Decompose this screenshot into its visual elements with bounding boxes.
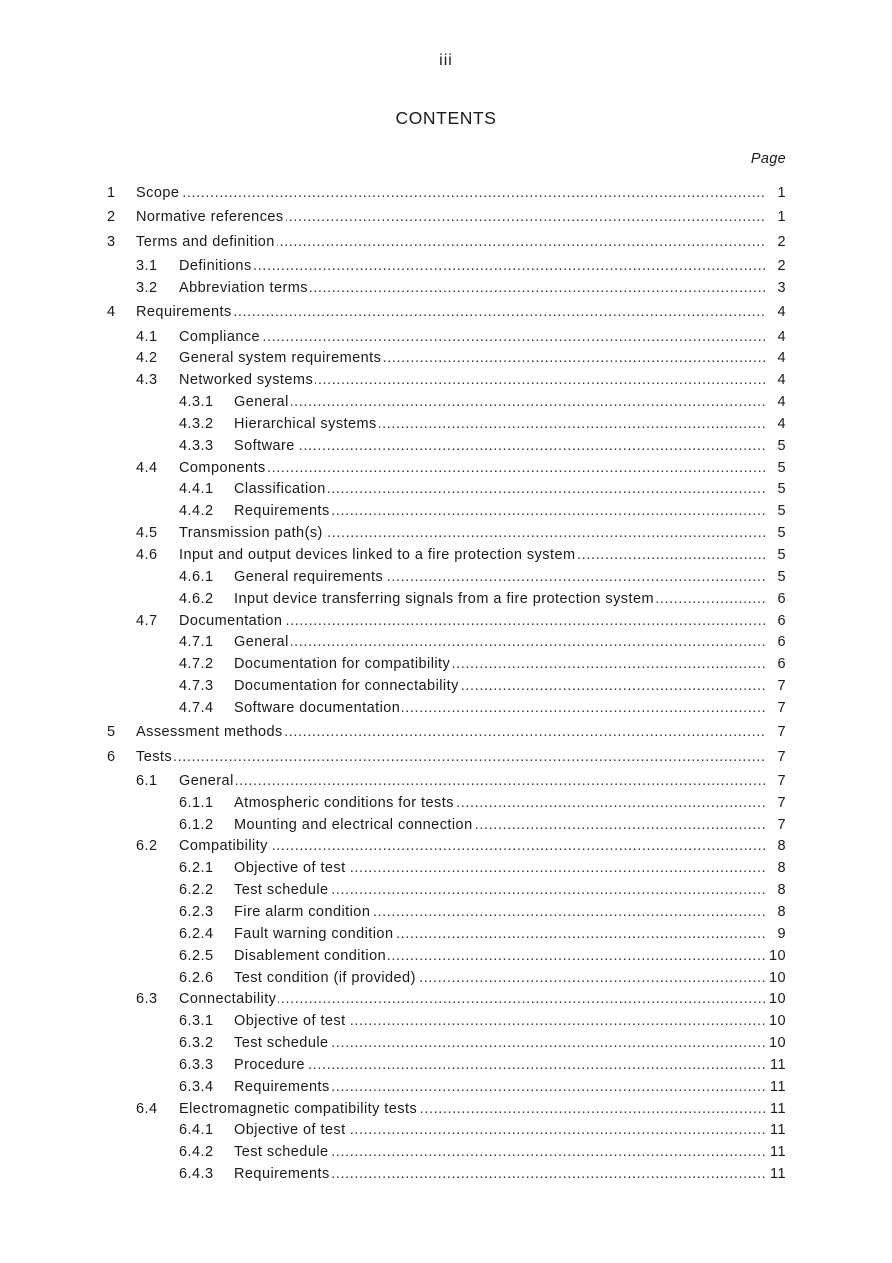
toc-entry-label-container <box>234 902 782 924</box>
toc-entry-number: 4.2 <box>136 350 158 367</box>
toc-entry-page: 11 <box>765 1142 786 1164</box>
toc-entry-number: 6.2.5 <box>179 947 214 964</box>
toc-entry-label-container <box>136 747 782 769</box>
toc-entry-number: 6.2.1 <box>179 860 214 877</box>
toc-entry-label: Procedure <box>234 1056 305 1073</box>
toc-entry[interactable] <box>0 946 892 968</box>
toc-entry-label-container <box>179 256 782 278</box>
toc-entry-label: Test schedule <box>234 1035 329 1052</box>
toc-entry-label-container <box>234 567 782 589</box>
toc-entry-label: Scope <box>136 185 180 201</box>
toc-entry[interactable] <box>0 924 892 946</box>
toc-entry-page: 11 <box>765 1055 786 1077</box>
toc-entry-number: 2 <box>107 209 116 226</box>
toc-entry[interactable] <box>0 654 892 676</box>
toc-entry[interactable] <box>0 256 892 278</box>
toc-entry-number: 6.1.2 <box>179 816 214 833</box>
toc-entry-label: Test schedule <box>234 1144 329 1161</box>
toc-entry-number: 5 <box>107 724 116 741</box>
toc-entry-label: General <box>179 772 234 789</box>
toc-entry-label: Terms and definition <box>136 233 275 250</box>
toc-entry-label: Compatibility <box>179 838 268 855</box>
toc-entry-number: 6.3.4 <box>179 1078 214 1095</box>
toc-entry-page: 5 <box>765 523 786 545</box>
toc-entry-page: 7 <box>765 698 786 720</box>
toc-entry-number: 6.4.2 <box>179 1144 214 1161</box>
toc-entry-number: 4.7 <box>136 612 158 629</box>
toc-entry-page: 7 <box>765 771 786 793</box>
toc-entry-number: 3.1 <box>136 258 158 275</box>
toc-entry-number: 4.7.2 <box>179 656 214 673</box>
toc-entry-label-container <box>234 1033 782 1055</box>
toc-entry-label: Input and output devices linked to a fire protection system <box>179 547 576 563</box>
toc-entry-label: Hierarchical systems <box>234 415 377 432</box>
toc-entry[interactable] <box>0 567 892 589</box>
toc-entry-number: 6.2.6 <box>179 969 214 986</box>
toc-entry[interactable] <box>0 1142 892 1164</box>
toc-entry-page: 5 <box>765 501 786 523</box>
toc-entry[interactable] <box>0 836 892 858</box>
toc-entry[interactable] <box>0 858 892 880</box>
toc-entry[interactable] <box>0 698 892 720</box>
toc-entry-page: 5 <box>765 567 786 589</box>
toc-entry-label: Fire alarm condition <box>234 904 371 920</box>
toc-entry[interactable] <box>0 747 892 769</box>
toc-entry-label-container <box>234 479 782 501</box>
toc-entry[interactable] <box>0 183 892 205</box>
toc-entry-number: 6.4 <box>136 1100 158 1117</box>
toc-entry-label: Assessment methods <box>136 724 283 741</box>
toc-entry-label-container <box>234 1120 782 1142</box>
toc-entry[interactable] <box>0 632 892 654</box>
toc-entry-number: 4.3.1 <box>179 394 214 411</box>
toc-entry-page: 4 <box>765 302 786 324</box>
toc-entry-label-container <box>234 815 782 837</box>
toc-entry-label: Mounting and electrical connection <box>234 816 473 833</box>
toc-entry-label: Disablement condition <box>234 947 387 964</box>
toc-entry[interactable] <box>0 392 892 414</box>
toc-entry-label-container <box>234 1011 782 1033</box>
toc-entry-page: 10 <box>765 946 786 968</box>
toc-entry-page: 5 <box>765 479 786 501</box>
toc-entry-label-container <box>179 611 782 633</box>
toc-entry[interactable] <box>0 880 892 902</box>
toc-entry-label-container <box>179 771 782 793</box>
toc-entry-label-container <box>234 632 782 654</box>
toc-entry[interactable] <box>0 611 892 633</box>
toc-entry-number: 6.3.1 <box>179 1013 214 1030</box>
toc-entry-label-container <box>179 836 782 858</box>
toc-entry-label: Classification <box>234 481 326 498</box>
toc-entry-label: Abbreviation terms <box>179 279 308 296</box>
toc-entry[interactable] <box>0 327 892 349</box>
toc-entry[interactable] <box>0 676 892 698</box>
toc-entry[interactable] <box>0 545 892 567</box>
toc-entry-label-container <box>136 183 782 205</box>
toc-entry-page: 8 <box>765 902 786 924</box>
toc-entry-page: 8 <box>765 836 786 858</box>
toc-entry-number: 4.1 <box>136 328 158 345</box>
toc-entry[interactable] <box>0 989 892 1011</box>
toc-entry-number: 6.4.1 <box>179 1122 214 1139</box>
toc-entry[interactable] <box>0 815 892 837</box>
toc-entry-page: 4 <box>765 392 786 414</box>
table-of-contents <box>0 183 892 1186</box>
toc-entry-page: 4 <box>765 327 786 349</box>
toc-entry-page: 4 <box>765 414 786 436</box>
toc-entry[interactable] <box>0 589 892 611</box>
toc-entry-number: 4.5 <box>136 525 158 542</box>
toc-entry-number: 4 <box>107 304 116 321</box>
toc-entry-label: Software documentation <box>234 699 401 716</box>
toc-entry-label: Definitions <box>179 258 252 275</box>
toc-entry-label: Networked systems <box>179 372 314 389</box>
toc-entry-page: 6 <box>765 611 786 633</box>
toc-entry-label: Normative references <box>136 209 284 226</box>
toc-entry-number: 4.7.3 <box>179 678 214 695</box>
toc-entry-page: 2 <box>765 232 786 254</box>
toc-entry-label-container <box>234 793 782 815</box>
toc-entry-page: 9 <box>765 924 786 946</box>
toc-entry-label: General <box>234 634 289 651</box>
toc-entry-label-container <box>179 278 782 300</box>
toc-entry-label-container <box>179 458 782 480</box>
toc-entry-label: Objective of test <box>234 1122 346 1139</box>
toc-entry-page: 5 <box>765 545 786 567</box>
toc-entry-label: Documentation <box>179 612 283 629</box>
toc-entry-number: 3 <box>107 233 116 250</box>
toc-entry-label-container <box>234 946 782 968</box>
toc-entry-page: 11 <box>765 1164 786 1186</box>
toc-entry[interactable] <box>0 302 892 324</box>
toc-entry-page: 11 <box>765 1099 786 1121</box>
toc-entry-label-container <box>234 1077 782 1099</box>
toc-entry[interactable] <box>0 968 892 990</box>
toc-entry[interactable] <box>0 1120 892 1142</box>
toc-entry-page: 11 <box>765 1120 786 1142</box>
toc-entry-label: Objective of test <box>234 860 346 877</box>
toc-entry-number: 6.2.2 <box>179 882 214 899</box>
toc-entry-label-container <box>234 501 782 523</box>
toc-entry-label: Tests <box>136 748 173 765</box>
toc-entry-page: 6 <box>765 589 786 611</box>
toc-entry-number: 4.4 <box>136 459 158 476</box>
toc-entry-number: 4.7.1 <box>179 634 214 651</box>
toc-entry-label: Atmospheric conditions for tests <box>234 794 454 811</box>
toc-entry-number: 6.3 <box>136 991 158 1008</box>
toc-entry-label: Components <box>179 459 266 476</box>
toc-entry-label: Software <box>234 437 295 454</box>
toc-entry[interactable] <box>0 207 892 229</box>
toc-entry[interactable] <box>0 1055 892 1077</box>
toc-entry-number: 4.3 <box>136 372 158 389</box>
toc-entry-number: 6.3.2 <box>179 1035 214 1052</box>
toc-entry-number: 6.1.1 <box>179 794 214 811</box>
toc-entry[interactable] <box>0 458 892 480</box>
toc-entry-label: Compliance <box>179 328 261 345</box>
toc-entry-label: Documentation for compatibility <box>234 656 451 673</box>
toc-entry-label-container <box>136 722 782 744</box>
toc-entry-label: Test schedule <box>234 882 329 899</box>
toc-entry-page: 10 <box>765 989 786 1011</box>
toc-entry-number: 6.2.3 <box>179 904 214 920</box>
toc-entry-page: 7 <box>765 722 786 744</box>
toc-entry-label-container <box>234 1055 782 1077</box>
toc-entry-page: 5 <box>765 436 786 458</box>
toc-entry-page: 7 <box>765 793 786 815</box>
toc-entry-label: Fault warning condition <box>234 925 394 942</box>
toc-entry-label-container <box>179 1099 782 1121</box>
toc-entry-page: 6 <box>765 632 786 654</box>
toc-entry-label-container <box>179 545 782 567</box>
page-number: iii <box>439 52 453 69</box>
toc-entry-label-container <box>234 676 782 698</box>
toc-entry[interactable] <box>0 523 892 545</box>
toc-entry-label-container <box>234 1164 782 1186</box>
toc-entry-label-container <box>234 589 782 611</box>
toc-entry-number: 1 <box>107 185 116 201</box>
toc-entry-label: General <box>234 394 289 411</box>
toc-entry[interactable] <box>0 722 892 744</box>
toc-entry[interactable] <box>0 370 892 392</box>
toc-entry-number: 4.4.1 <box>179 481 214 498</box>
toc-entry-page: 10 <box>765 1033 786 1055</box>
toc-entry-label: General requirements <box>234 568 384 585</box>
toc-entry-number: 4.3.3 <box>179 437 214 454</box>
toc-entry[interactable] <box>0 232 892 254</box>
toc-entry[interactable] <box>0 771 892 793</box>
page-column-label: Page <box>750 151 786 167</box>
toc-entry-label-container <box>234 880 782 902</box>
toc-entry-number: 6.2 <box>136 838 158 855</box>
toc-entry-label: General system requirements <box>179 350 382 367</box>
toc-entry-number: 6.3.3 <box>179 1056 214 1073</box>
toc-entry-label-container <box>234 968 782 990</box>
toc-entry[interactable] <box>0 1077 892 1099</box>
toc-entry-page: 10 <box>765 1011 786 1033</box>
toc-entry-number: 4.7.4 <box>179 699 214 716</box>
toc-entry[interactable] <box>0 1033 892 1055</box>
toc-entry[interactable] <box>0 479 892 501</box>
toc-entry-label-container <box>136 232 782 254</box>
toc-entry-page: 5 <box>765 458 786 480</box>
toc-entry-label: Requirements <box>136 304 232 321</box>
toc-entry[interactable] <box>0 348 892 370</box>
toc-entry-label-container <box>136 207 782 229</box>
toc-entry-number: 6 <box>107 748 116 765</box>
toc-entry-page: 1 <box>765 207 786 229</box>
toc-entry-number: 4.6 <box>136 547 158 563</box>
toc-entry[interactable] <box>0 1011 892 1033</box>
toc-entry-number: 4.6.1 <box>179 568 214 585</box>
toc-entry-label: Requirements <box>234 503 330 520</box>
toc-entry-page: 8 <box>765 858 786 880</box>
toc-entry-label-container <box>179 989 782 1011</box>
toc-entry[interactable] <box>0 1099 892 1121</box>
toc-entry-label-container <box>234 1142 782 1164</box>
toc-entry[interactable] <box>0 501 892 523</box>
toc-entry-label-container <box>234 414 782 436</box>
toc-entry-label-container <box>179 523 782 545</box>
toc-entry-page: 8 <box>765 880 786 902</box>
toc-entry-label: Test condition (if provided) <box>234 969 416 986</box>
toc-entry-label: Connectability <box>179 991 277 1008</box>
toc-entry[interactable] <box>0 278 892 300</box>
toc-entry-label: Transmission path(s) <box>179 525 323 542</box>
toc-entry-label: Input device transferring signals from a fire protection system <box>234 590 655 607</box>
toc-entry-label: Documentation for connectability <box>234 678 459 695</box>
toc-entry-page: 10 <box>765 968 786 990</box>
toc-entry-label-container <box>234 858 782 880</box>
toc-entry-page: 7 <box>765 747 786 769</box>
toc-entry-page: 1 <box>765 183 786 205</box>
contents-title: CONTENTS <box>395 108 497 128</box>
toc-entry-label: Requirements <box>234 1166 330 1183</box>
toc-entry-label-container <box>179 348 782 370</box>
toc-entry-label: Objective of test <box>234 1013 346 1030</box>
toc-entry-label-container <box>234 654 782 676</box>
toc-entry[interactable] <box>0 793 892 815</box>
toc-entry-number: 3.2 <box>136 279 158 296</box>
toc-entry[interactable] <box>0 414 892 436</box>
toc-entry-number: 4.3.2 <box>179 415 214 432</box>
toc-entry-label-container <box>234 924 782 946</box>
toc-entry-label: Electromagnetic compatibility tests <box>179 1100 418 1117</box>
toc-entry[interactable] <box>0 436 892 458</box>
toc-entry-label-container <box>234 436 782 458</box>
toc-entry-label-container <box>179 327 782 349</box>
toc-entry[interactable] <box>0 902 892 924</box>
toc-entry-number: 4.4.2 <box>179 503 214 520</box>
toc-entry-number: 6.1 <box>136 772 158 789</box>
toc-entry-label-container <box>179 370 782 392</box>
toc-entry-page: 7 <box>765 676 786 698</box>
toc-entry-page: 2 <box>765 256 786 278</box>
toc-entry-page: 3 <box>765 278 786 300</box>
toc-entry-page: 4 <box>765 370 786 392</box>
toc-entry-page: 6 <box>765 654 786 676</box>
toc-entry-page: 4 <box>765 348 786 370</box>
toc-entry-number: 6.2.4 <box>179 925 214 942</box>
toc-entry-label-container <box>234 392 782 414</box>
toc-entry-number: 6.4.3 <box>179 1166 214 1183</box>
toc-entry-page: 7 <box>765 815 786 837</box>
toc-entry-label-container <box>136 302 782 324</box>
toc-entry[interactable] <box>0 1164 892 1186</box>
toc-entry-page: 11 <box>765 1077 786 1099</box>
toc-entry-label-container <box>234 698 782 720</box>
toc-entry-label: Requirements <box>234 1078 330 1095</box>
toc-entry-number: 4.6.2 <box>179 590 214 607</box>
